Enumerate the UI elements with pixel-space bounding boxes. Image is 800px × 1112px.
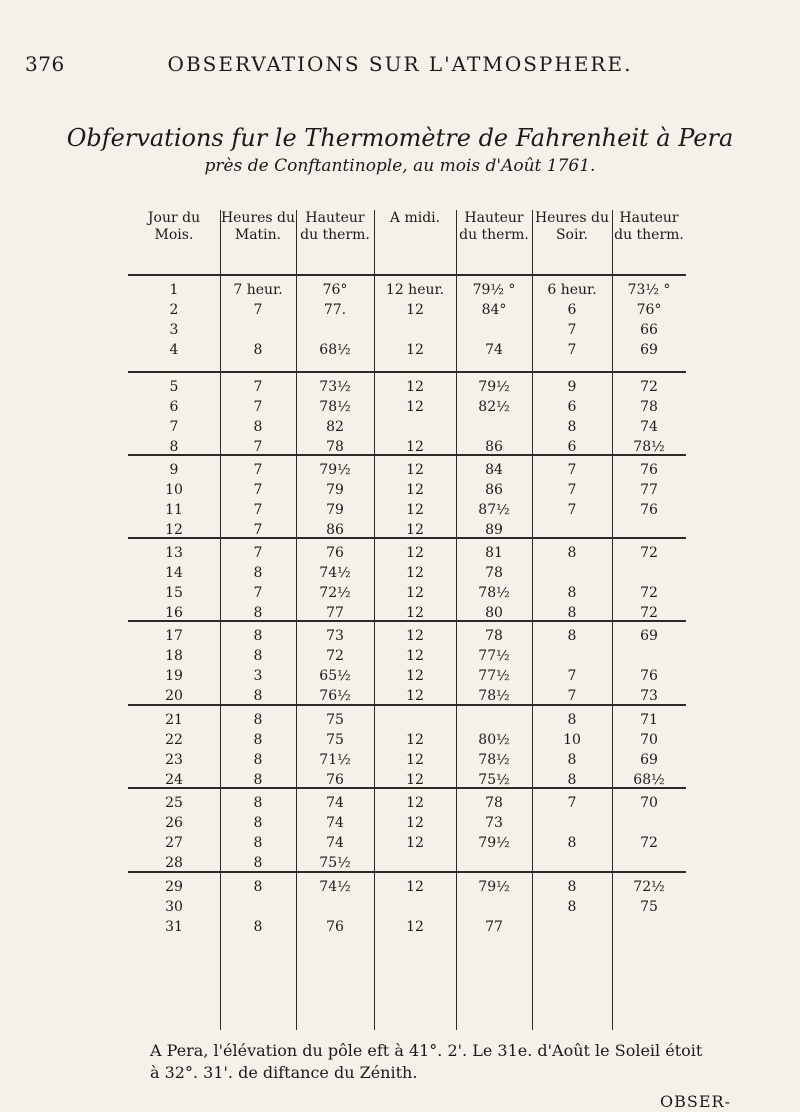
table-cell: 77 [326, 605, 344, 621]
table-subtitle: près de Conftantinople, au mois d'Août 1761. [204, 156, 596, 176]
table-cell: 78 [326, 439, 344, 455]
table-cell: 8 [253, 855, 263, 871]
table-cell: 12 heur. [385, 282, 445, 298]
table-cell: 20 [165, 688, 183, 704]
table-cell: 76 [640, 502, 658, 518]
table-cell: 84° [481, 302, 507, 318]
table-cell: 25 [165, 795, 183, 811]
table-cell: 71½ [319, 752, 351, 768]
table-cell: 8 [253, 605, 263, 621]
table-cell: 16 [165, 605, 183, 621]
table-cell: 7 [567, 795, 577, 811]
table-cell [374, 853, 456, 873]
table-cell: 73 [485, 815, 503, 831]
table-cell: 75½ [478, 772, 510, 788]
table-cell: 8 [253, 688, 263, 704]
table-cell: 72 [640, 835, 658, 851]
table-cell: 6 heur. [547, 282, 597, 298]
table-cell [532, 563, 612, 583]
table-cell [612, 853, 686, 873]
table-cell: 26 [165, 815, 183, 831]
table-cell: 74 [326, 815, 344, 831]
table-cell: 8 [253, 879, 263, 895]
table-cell: 78½ [478, 585, 510, 601]
table-cell: 75½ [319, 855, 351, 871]
table-cell [532, 917, 612, 937]
table-cell: 8 [567, 752, 577, 768]
table-cell: 12 [406, 605, 424, 621]
table-cell: 27 [165, 835, 183, 851]
running-title: OBSERVATIONS SUR L'ATMOSPHERE. [167, 52, 633, 76]
table-cell: 78 [485, 628, 503, 644]
table-cell: 12 [406, 628, 424, 644]
table-cell: 12 [406, 772, 424, 788]
table-cell: 7 [567, 688, 577, 704]
table-cell: 78 [485, 795, 503, 811]
table-cell: 74½ [319, 879, 351, 895]
table-cell: 6 [169, 399, 179, 415]
table-cell: 8 [567, 835, 577, 851]
table-cell: 78½ [633, 439, 665, 455]
table-cell: 17 [165, 628, 183, 644]
table-cell: 82 [326, 419, 344, 435]
table-cell: 18 [165, 648, 183, 664]
table-cell: 3 [253, 668, 263, 684]
table-cell: 78 [640, 399, 658, 415]
table-cell: 76 [640, 668, 658, 684]
table-cell: 69 [640, 628, 658, 644]
table-cell: 86 [485, 482, 503, 498]
table-cell [374, 710, 456, 730]
table-cell: 7 [253, 399, 263, 415]
table-cell [532, 646, 612, 666]
table-cell: 79 [326, 482, 344, 498]
table-cell: 4 [169, 342, 179, 358]
table-cell: 8 [567, 585, 577, 601]
table-cell: 8 [567, 899, 577, 915]
column-header: Heures du Soir. [534, 210, 610, 243]
table-cell: 72½ [633, 879, 665, 895]
table-cell: 8 [567, 772, 577, 788]
table-cell: 9 [567, 379, 577, 395]
table-cell: 8 [253, 919, 263, 935]
table-cell: 66 [640, 322, 658, 338]
table-cell: 72 [640, 605, 658, 621]
table-cell: 77½ [478, 648, 510, 664]
page-number: 376 [25, 52, 65, 76]
table-cell: 12 [406, 879, 424, 895]
table-cell: 76° [636, 302, 662, 318]
table-cell: 8 [567, 879, 577, 895]
table-cell: 29 [165, 879, 183, 895]
table-cell: 6 [567, 399, 577, 415]
table-cell [296, 897, 374, 917]
table-cell: 31 [165, 919, 183, 935]
table-cell: 12 [406, 565, 424, 581]
table-cell [532, 853, 612, 873]
table-cell: 72½ [319, 585, 351, 601]
table-cell [374, 320, 456, 340]
table-cell [532, 520, 612, 540]
table-cell [374, 417, 456, 437]
table-cell: 68½ [633, 772, 665, 788]
table-cell: 77 [640, 482, 658, 498]
table-cell: 12 [406, 795, 424, 811]
table-cell: 74 [640, 419, 658, 435]
table-cell: 1 [169, 282, 179, 298]
table-cell: 74 [326, 835, 344, 851]
table-cell: 12 [406, 342, 424, 358]
table-cell [456, 710, 532, 730]
table-cell: 8 [253, 419, 263, 435]
table-cell: 22 [165, 732, 183, 748]
table-cell: 75 [326, 732, 344, 748]
table-cell: 80 [485, 605, 503, 621]
table-cell: 79½ [478, 835, 510, 851]
table-cell: 5 [169, 379, 179, 395]
table-cell: 8 [253, 815, 263, 831]
table-cell: 8 [253, 628, 263, 644]
table-cell: 79½ [478, 879, 510, 895]
table-cell: 70 [640, 732, 658, 748]
table-cell [456, 897, 532, 917]
catchword: OBSER- [660, 1092, 731, 1111]
column-header: Hauteur du therm. [614, 210, 684, 243]
table-cell: 7 [253, 462, 263, 478]
table-cell: 7 [253, 502, 263, 518]
table-cell: 77 [485, 919, 503, 935]
table-cell: 12 [406, 379, 424, 395]
table-cell: 12 [406, 668, 424, 684]
table-cell: 12 [406, 302, 424, 318]
table-cell: 76 [326, 919, 344, 935]
table-cell: 79½ [478, 379, 510, 395]
table-cell: 2 [169, 302, 179, 318]
column-header: A midi. [389, 210, 441, 226]
table-cell: 76 [326, 545, 344, 561]
table-cell: 8 [567, 605, 577, 621]
table-cell [612, 563, 686, 583]
table-cell: 69 [640, 752, 658, 768]
table-cell: 3 [169, 322, 179, 338]
table-cell: 72 [640, 585, 658, 601]
table-cell: 78½ [319, 399, 351, 415]
table-cell: 81 [485, 545, 503, 561]
table-cell: 12 [406, 545, 424, 561]
table-cell: 78 [485, 565, 503, 581]
table-cell: 12 [406, 482, 424, 498]
table-cell: 71 [640, 712, 658, 728]
table-cell [456, 853, 532, 873]
table-cell: 12 [165, 522, 183, 538]
table-cell: 12 [406, 752, 424, 768]
table-cell: 7 heur. [233, 282, 283, 298]
table-cell: 15 [165, 585, 183, 601]
table-cell: 21 [165, 712, 183, 728]
table-cell: 30 [165, 899, 183, 915]
table-cell: 76½ [319, 688, 351, 704]
group-rule [128, 371, 686, 373]
table-cell: 7 [253, 545, 263, 561]
table-cell: 8 [253, 732, 263, 748]
table-cell: 86 [485, 439, 503, 455]
table-cell: 89 [485, 522, 503, 538]
table-cell: 7 [567, 482, 577, 498]
column-header: Hauteur du therm. [459, 210, 529, 243]
table-cell: 74½ [319, 565, 351, 581]
table-cell: 73½ [319, 379, 351, 395]
table-cell: 73½ ° [627, 282, 671, 298]
table-cell: 72 [640, 545, 658, 561]
table-cell: 78½ [478, 752, 510, 768]
table-cell: 8 [567, 712, 577, 728]
table-cell: 65½ [319, 668, 351, 684]
table-cell: 7 [567, 668, 577, 684]
table-cell: 7 [567, 342, 577, 358]
table-cell: 10 [165, 482, 183, 498]
table-cell [374, 897, 456, 917]
table-cell: 79 [326, 502, 344, 518]
table-cell: 79½ ° [472, 282, 516, 298]
table-cell: 8 [253, 752, 263, 768]
table-cell: 8 [567, 545, 577, 561]
table-cell: 7 [169, 419, 179, 435]
table-cell: 78½ [478, 688, 510, 704]
table-cell: 9 [169, 462, 179, 478]
table-cell: 12 [406, 439, 424, 455]
table-cell: 12 [406, 688, 424, 704]
table-cell [220, 320, 296, 340]
table-cell: 12 [406, 522, 424, 538]
table-cell: 76 [326, 772, 344, 788]
table-cell: 8 [567, 419, 577, 435]
table-cell: 7 [253, 585, 263, 601]
table-cell: 10 [563, 732, 581, 748]
table-cell: 75 [326, 712, 344, 728]
table-cell: 7 [253, 439, 263, 455]
table-cell [612, 813, 686, 833]
group-rule [128, 274, 686, 276]
table-cell: 74 [326, 795, 344, 811]
page-header [0, 0, 800, 76]
table-cell [220, 897, 296, 917]
footnote: A Pera, l'élévation du pôle eft à 41°. 2'. Le 31e. d'Août le Soleil étoit à 32°. 31'. de diftance du Zénith. [150, 1041, 703, 1082]
table-cell: 69 [640, 342, 658, 358]
column-header: Jour du Mois. [147, 210, 201, 243]
table-cell [296, 320, 374, 340]
table-cell: 11 [165, 502, 183, 518]
table-cell [612, 646, 686, 666]
table-cell: 73 [326, 628, 344, 644]
table-cell: 8 [169, 439, 179, 455]
table-cell: 8 [253, 565, 263, 581]
table-cell [532, 813, 612, 833]
table-cell: 12 [406, 502, 424, 518]
table-cell: 72 [326, 648, 344, 664]
column-header: Heures du Matin. [220, 210, 296, 243]
table-cell: 8 [253, 648, 263, 664]
table-cell: 12 [406, 732, 424, 748]
table-cell: 13 [165, 545, 183, 561]
table-cell: 7 [253, 379, 263, 395]
table-cell: 12 [406, 648, 424, 664]
table-cell: 77. [323, 302, 347, 318]
table-cell: 68½ [319, 342, 351, 358]
table-cell: 12 [406, 815, 424, 831]
table-cell: 72 [640, 379, 658, 395]
table-cell: 28 [165, 855, 183, 871]
table-cell [456, 320, 532, 340]
table-cell: 84 [485, 462, 503, 478]
table-cell: 8 [567, 628, 577, 644]
table-cell: 12 [406, 585, 424, 601]
table-cell: 19 [165, 668, 183, 684]
table-cell: 80½ [478, 732, 510, 748]
table-cell: 7 [567, 502, 577, 518]
table-cell: 76° [322, 282, 348, 298]
table-cell: 74 [485, 342, 503, 358]
table-cell: 8 [253, 342, 263, 358]
table-cell [612, 917, 686, 937]
column-header: Hauteur du therm. [300, 210, 370, 243]
table-cell: 7 [253, 522, 263, 538]
table-cell: 77½ [478, 668, 510, 684]
table-cell: 87½ [478, 502, 510, 518]
table-cell: 8 [253, 772, 263, 788]
table-cell: 14 [165, 565, 183, 581]
table-cell: 79½ [319, 462, 351, 478]
table-cell: 8 [253, 712, 263, 728]
table-cell: 24 [165, 772, 183, 788]
table-cell [612, 520, 686, 540]
table-cell: 70 [640, 795, 658, 811]
table-cell: 76 [640, 462, 658, 478]
table-cell: 8 [253, 835, 263, 851]
table-cell: 73 [640, 688, 658, 704]
table-cell: 23 [165, 752, 183, 768]
table-cell: 12 [406, 399, 424, 415]
table-cell [456, 417, 532, 437]
table-cell: 75 [640, 899, 658, 915]
table-cell: 12 [406, 919, 424, 935]
table-cell: 7 [567, 322, 577, 338]
table-cell: 6 [567, 302, 577, 318]
table-cell: 6 [567, 439, 577, 455]
table-cell: 7 [253, 482, 263, 498]
table-cell: 86 [326, 522, 344, 538]
table-cell: 7 [253, 302, 263, 318]
table-cell: 8 [253, 795, 263, 811]
table-cell: 82½ [478, 399, 510, 415]
table-cell: 12 [406, 462, 424, 478]
table-cell: 12 [406, 835, 424, 851]
table-title: Obfervations fur le Thermomètre de Fahrenheit à Pera [66, 124, 734, 152]
table-cell: 7 [567, 462, 577, 478]
